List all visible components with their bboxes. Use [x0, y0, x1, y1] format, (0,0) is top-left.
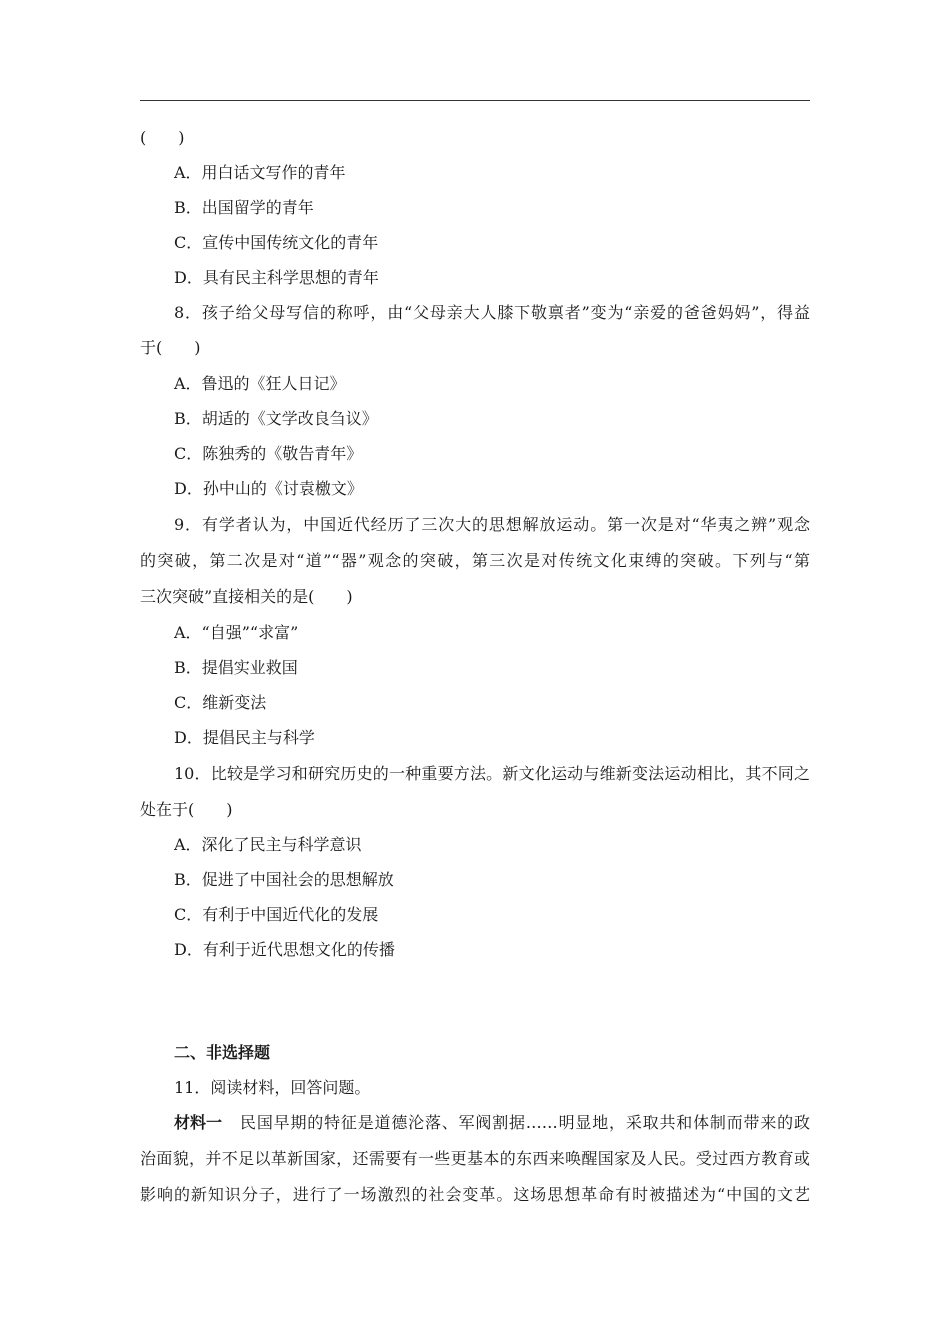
- q10-option-d: D．有利于近代思想文化的传播: [174, 940, 395, 959]
- q9-option-b: B．提倡实业救国: [174, 658, 298, 677]
- q10-stem-line1: 10．比较是学习和研究历史的一种重要方法。新文化运动与维新变法运动相比，其不同之: [174, 764, 810, 783]
- q8-stem-line1: 8．孩子给父母写信的称呼，由“父母亲大人膝下敬禀者”变为“亲爱的爸爸妈妈”，得益: [174, 303, 810, 322]
- q11-stem: 11．阅读材料，回答问题。: [174, 1078, 371, 1097]
- q10-stem-line2: 处在于( ): [140, 800, 233, 819]
- q7-option-c: C．宣传中国传统文化的青年: [174, 233, 379, 252]
- q9-option-d: D．提倡民主与科学: [174, 728, 315, 747]
- q8-option-a: A．鲁迅的《狂人日记》: [174, 374, 346, 393]
- material-1-line2: 治面貌，并不足以革新国家，还需要有一些更基本的东西来唤醒国家及人民。受过西方教育或: [140, 1149, 810, 1168]
- q9-stem-line1: 9．有学者认为，中国近代经历了三次大的思想解放运动。第一次是对“华夷之辨”观念: [174, 515, 810, 534]
- q8-stem-line2: 于( ): [140, 338, 201, 357]
- q7-answer-blank: ( ): [140, 128, 185, 147]
- header-rule: [140, 100, 810, 101]
- q10-option-b: B．促进了中国社会的思想解放: [174, 870, 394, 889]
- material-1-text-line1: 民国早期的特征是道德沦落、军阀割据……明显地，采取共和体制而带来的政: [240, 1113, 810, 1132]
- q7-option-a: A．用白话文写作的青年: [174, 163, 346, 182]
- q7-option-b: B．出国留学的青年: [174, 198, 314, 217]
- q8-option-c: C．陈独秀的《敬告青年》: [174, 444, 363, 463]
- material-label: 材料一: [174, 1113, 223, 1132]
- q8-option-b: B．胡适的《文学改良刍议》: [174, 409, 378, 428]
- q7-option-d: D．具有民主科学思想的青年: [174, 268, 379, 287]
- q10-option-a: A．深化了民主与科学意识: [174, 835, 362, 854]
- section-heading: 二、非选择题: [174, 1043, 271, 1062]
- q8-option-d: D．孙中山的《讨袁檄文》: [174, 479, 363, 498]
- q9-stem-line3: 三次突破”直接相关的是( ): [140, 587, 353, 606]
- q9-option-a: A．“自强”“求富”: [174, 623, 299, 642]
- material-1-line1: [174, 1113, 810, 1133]
- q9-option-c: C．维新变法: [174, 693, 267, 712]
- material-1-line3: 影响的新知识分子，进行了一场激烈的社会变革。这场思想革命有时被描述为“中国的文艺: [140, 1185, 810, 1204]
- q9-stem-line2: 的突破，第二次是对“道”“器”观念的突破，第三次是对传统文化束缚的突破。下列与“第: [140, 551, 810, 570]
- q10-option-c: C．有利于中国近代化的发展: [174, 905, 379, 924]
